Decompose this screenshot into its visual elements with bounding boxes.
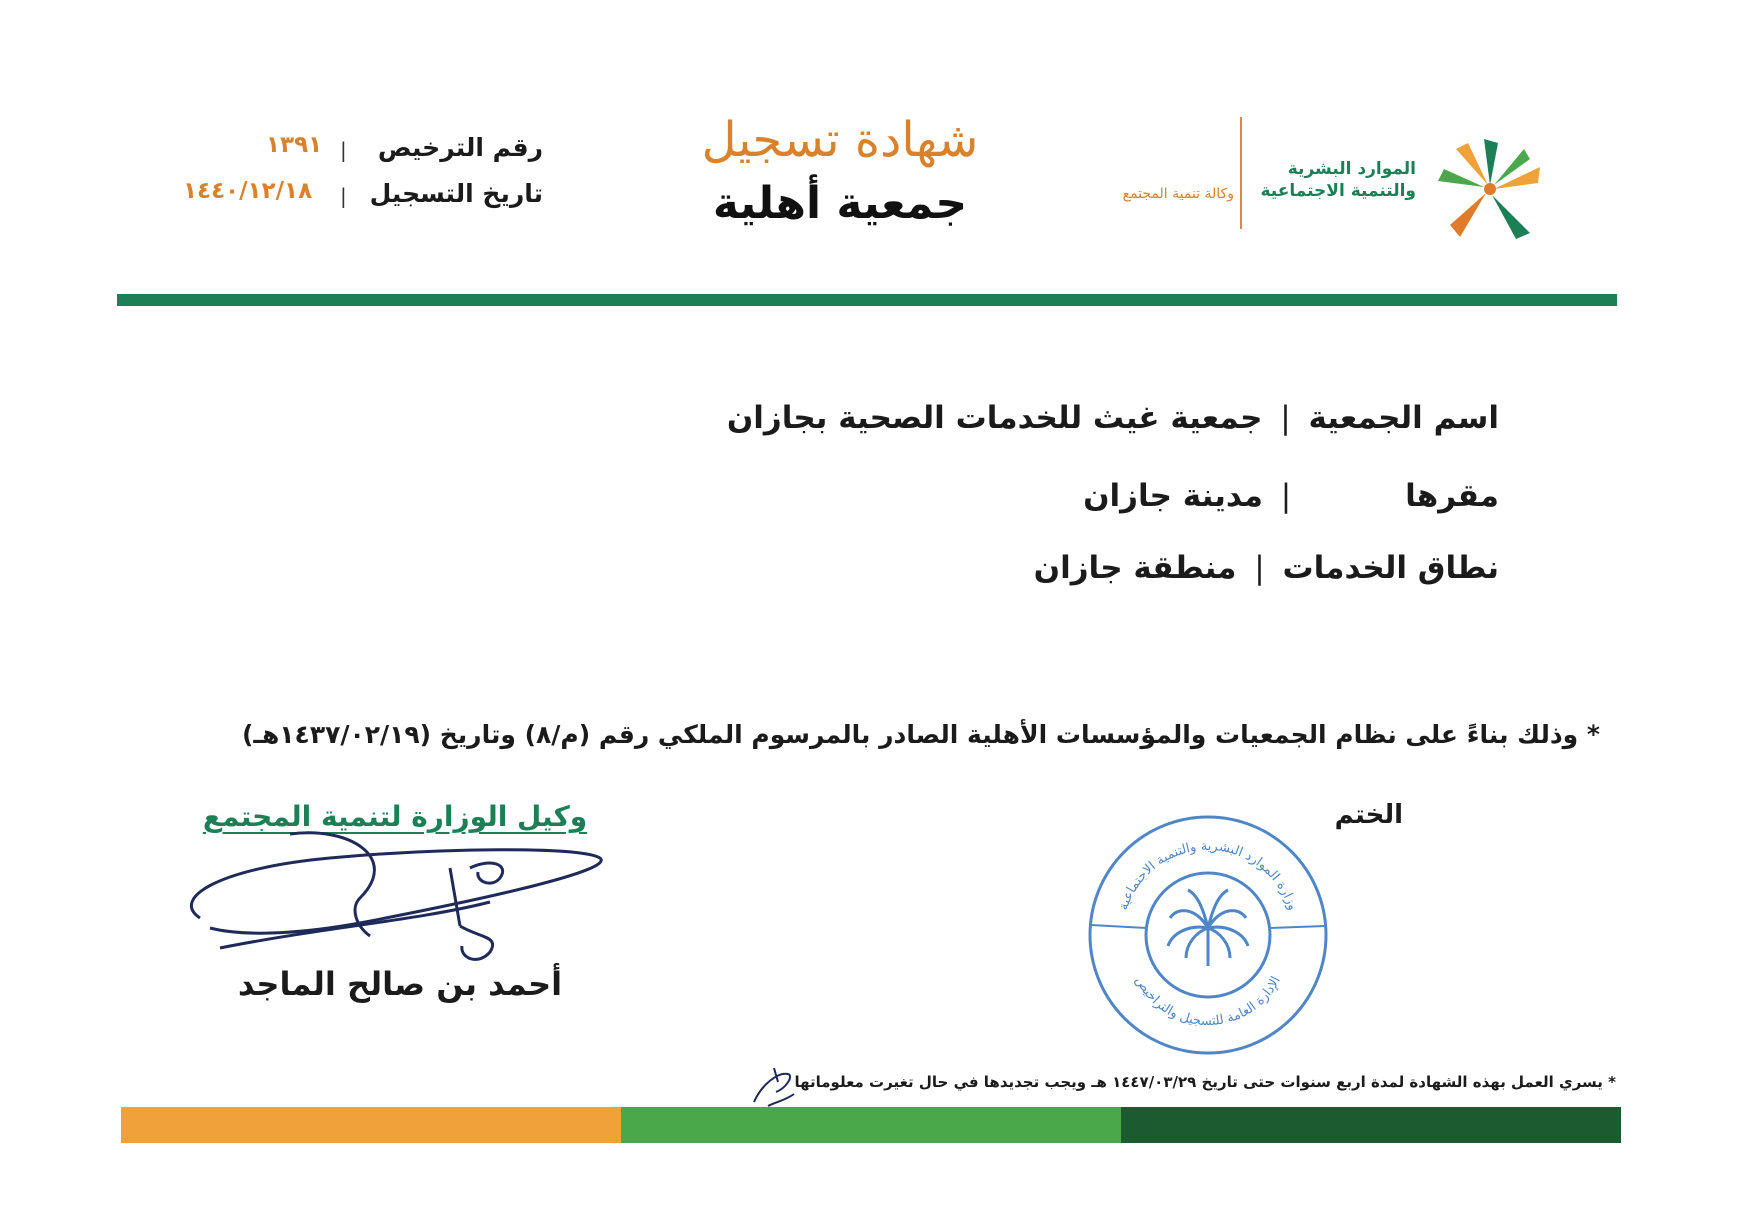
license-number-row — [378, 133, 543, 162]
headquarters-value: مدينة جازان — [1083, 478, 1263, 514]
signatory-title: وكيل الوزارة لتنمية المجتمع — [202, 800, 588, 833]
license-separator: | — [340, 138, 347, 162]
certificate-title: شهادة تسجيل — [701, 112, 979, 168]
footer-bar-green — [621, 1107, 1121, 1143]
license-number-label: رقم الترخيص — [377, 133, 543, 162]
row-separator: | — [1254, 550, 1265, 586]
ministry-name — [1260, 158, 1416, 202]
footer-color-bar — [121, 1107, 1621, 1143]
association-name-label: اسم الجمعية — [1308, 400, 1499, 436]
svg-text:الإدارة العامة للتسجيل والتراخ — [1132, 974, 1284, 1029]
palm-emblem-icon — [1168, 890, 1248, 966]
service-scope-label: نطاق الخدمات — [1282, 550, 1499, 586]
header-rule — [117, 294, 1617, 306]
registration-date-row — [370, 179, 543, 208]
ministry-line-1: الموارد البشرية — [1287, 159, 1416, 179]
handwritten-signature — [160, 828, 610, 973]
agency-name: وكالة تنمية المجتمع — [1122, 186, 1234, 202]
ministry-logo-icon — [1434, 133, 1546, 245]
row-separator: | — [1280, 478, 1292, 514]
certificate-subtitle: جمعية أهلية — [712, 178, 968, 229]
date-separator: | — [340, 184, 347, 208]
initials-mark — [748, 1062, 798, 1112]
service-scope-value: منطقة جازان — [1033, 550, 1237, 586]
svg-text:وزارة الموارد البشرية والتنمية — [1116, 839, 1300, 912]
validity-note: * يسري العمل بهذه الشهادة لمدة اربع سنوات حتى تاريخ ١٤٤٧/٠٣/٢٩ هـ ويجب تجديدها في حال تغيرت معلوماتها — [794, 1073, 1616, 1091]
association-name-value: جمعية غيث للخدمات الصحية بجازان — [726, 400, 1263, 436]
association-name-row — [727, 400, 1499, 436]
registration-date-label: تاريخ التسجيل — [369, 179, 543, 208]
ministry-line-2: والتنمية الاجتماعية — [1260, 181, 1416, 201]
seal-top-text: وزارة الموارد البشرية والتنمية الاجتماعية — [1116, 838, 1301, 913]
row-separator: | — [1280, 400, 1291, 436]
footer-bar-dark — [1121, 1107, 1621, 1143]
headquarters-row — [1083, 478, 1499, 514]
legal-basis-note: * وذلك بناءً على نظام الجمعيات والمؤسسات الأهلية الصادر بالمرسوم الملكي رقم (م/٨) وتاريخ (١٤٣٧/٠٢/١٩هـ) — [241, 720, 1600, 749]
headquarters-label: مقرها — [1405, 478, 1499, 514]
header-divider — [1240, 117, 1242, 229]
seal-bottom-text: الإدارة العامة للتسجيل والتراخيص — [1131, 973, 1284, 1030]
footer-bar-orange — [121, 1107, 621, 1143]
service-scope-row — [1034, 550, 1499, 586]
registration-date-value: ١٤٤٠/١٢/١٨ — [183, 178, 313, 204]
signatory-name: أحمد بن صالح الماجد — [237, 965, 563, 1003]
official-seal — [1083, 810, 1333, 1060]
license-number-value: ١٣٩١ — [266, 132, 323, 158]
stamp-label: الختم — [1334, 800, 1403, 830]
